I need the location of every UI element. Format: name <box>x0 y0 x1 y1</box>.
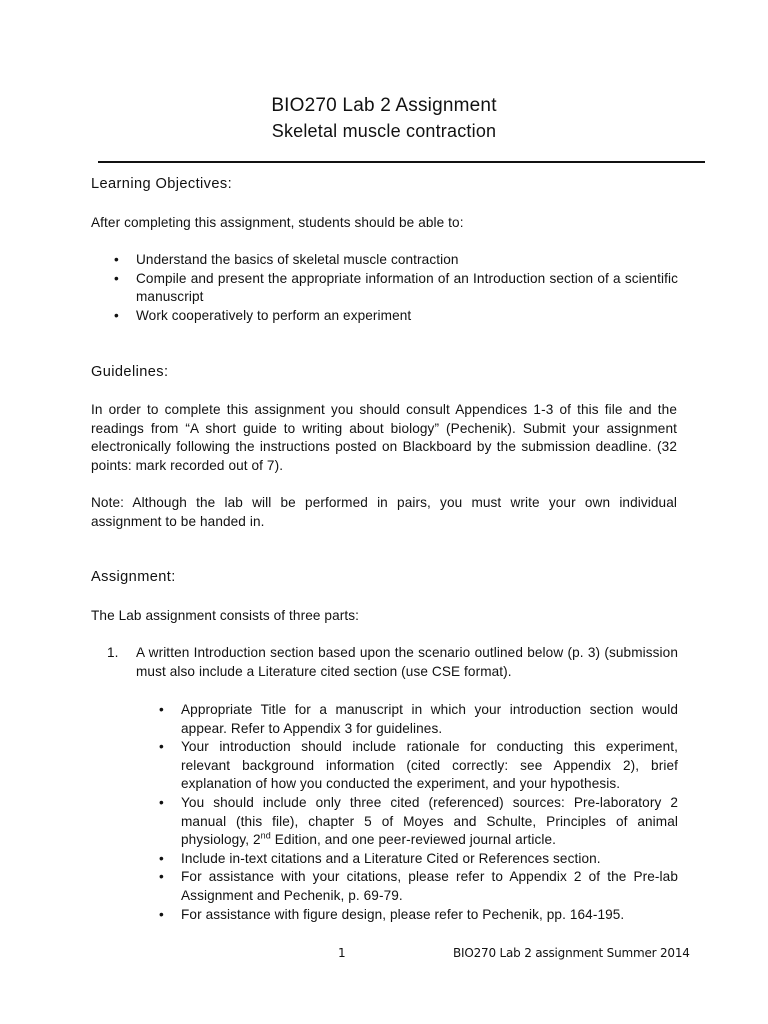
guidelines-heading: Guidelines: <box>91 364 169 380</box>
list-item <box>159 701 678 738</box>
list-item <box>159 850 678 869</box>
bullet-icon: • <box>159 702 164 717</box>
part-number: 1. <box>107 645 119 660</box>
requirement-text: Appropriate Title for a manuscript in which your introduction section would appear. Refer to Appendix 3 for guidelines. <box>181 702 678 736</box>
learning-objectives-heading: Learning Objectives: <box>91 176 233 192</box>
learning-objectives-list <box>114 251 678 325</box>
bullet-icon: • <box>159 794 164 810</box>
guidelines-note: Note: Although the lab will be performed in pairs, you must write your own individual assignment to be handed in. <box>91 495 677 529</box>
bullet-icon: • <box>114 252 119 267</box>
guidelines-paragraph: In order to complete this assignment you should consult Appendices 1-3 of this file and the readings from “A short guide to writing about biology” (Pechenik). Submit your assignment electronically following the instructions posted on Blackboard by the submission deadline. (32 points: mark recorded out of 7). <box>91 402 677 473</box>
requirement-text: Your introduction should include rationale for conducting this experiment, relevant background information (cited correctly: see Appendix 2), brief explanation of how you conducted the experiment, and your hypothesis. <box>181 739 678 792</box>
bullet-icon: • <box>114 270 119 286</box>
document-subtitle: Skeletal muscle contraction <box>271 121 497 141</box>
list-item <box>159 738 678 794</box>
list-item <box>159 794 678 850</box>
title-divider <box>98 161 705 163</box>
bullet-icon: • <box>159 850 164 866</box>
assignment-intro: The Lab assignment consists of three parts: <box>91 608 360 623</box>
assignment-requirements-list <box>159 701 678 924</box>
list-item <box>159 868 678 905</box>
document-title: BIO270 Lab 2 Assignment <box>271 95 497 116</box>
list-item <box>107 644 678 681</box>
objective-text: Compile and present the appropriate information of an Introduction section of a scientific manuscript <box>136 270 678 305</box>
list-item <box>114 270 678 307</box>
part-text: A written Introduction section based upon the scenario outlined below (p. 3) (submission must also include a Literature cited section (use CSE format). <box>136 645 678 679</box>
superscript: nd <box>260 830 271 841</box>
assignment-parts-list <box>107 644 678 681</box>
bullet-icon: • <box>114 307 119 323</box>
list-item <box>114 307 678 326</box>
requirement-text: For assistance with your citations, please refer to Appendix 2 of the Pre-lab Assignment and Pechenik, p. 69-79. <box>181 869 678 903</box>
list-item <box>159 906 678 925</box>
objective-text: Work cooperatively to perform an experiment <box>136 307 412 323</box>
objective-text: Understand the basics of skeletal muscle contraction <box>136 252 459 267</box>
footer-course-info: BIO270 Lab 2 assignment Summer 2014 <box>453 946 690 960</box>
requirement-text: For assistance with figure design, please refer to Pechenik, pp. 164-195. <box>181 906 625 922</box>
page-number: 1 <box>338 946 346 960</box>
assignment-heading: Assignment: <box>91 569 176 585</box>
bullet-icon: • <box>159 739 164 755</box>
requirement-text: You should include only three cited (referenced) sources: Pre-laboratory 2 manual (this file), chapter 5 of Moyes and Schulte, Principles of animal physiology, 2nd Edition, and one peer-reviewed journal article. <box>181 794 678 848</box>
requirement-text: Include in-text citations and a Literature Cited or References section. <box>181 850 601 866</box>
bullet-icon: • <box>159 906 164 922</box>
list-item <box>114 251 678 270</box>
bullet-icon: • <box>159 869 164 885</box>
learning-objectives-intro: After completing this assignment, students should be able to: <box>91 215 464 230</box>
